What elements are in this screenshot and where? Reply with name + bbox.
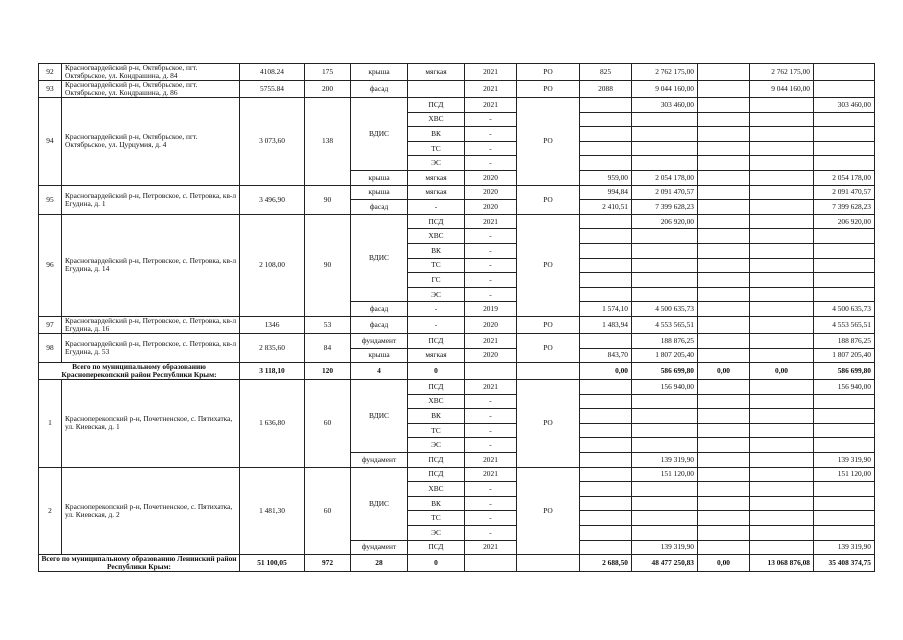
empty-cell xyxy=(408,81,465,98)
year: - xyxy=(465,141,517,156)
total-label: Всего по муниципальному образованию Ленинский район Республики Крым: xyxy=(39,555,240,572)
work-type: ВДИС xyxy=(351,98,408,171)
volume: 2088 xyxy=(580,81,632,98)
work-subtype: ТС xyxy=(408,141,465,156)
address: Красногвардейский р-н, Петровское, с. Петровка, кв-л Егудина, д. 1 xyxy=(62,185,240,214)
year: 2021 xyxy=(465,81,517,98)
method: РО xyxy=(517,380,580,468)
area: 3 073,60 xyxy=(240,98,305,186)
fund-amount: 139 319,90 xyxy=(814,540,875,555)
total-area: 51 100,05 xyxy=(240,555,305,572)
fund-amount: 206 920,00 xyxy=(814,214,875,229)
area: 1 481,30 xyxy=(240,467,305,555)
table-row xyxy=(39,64,875,81)
work-subtype: ПСД xyxy=(408,214,465,229)
fund-amount: 188 876,25 xyxy=(814,333,875,348)
row-number: 92 xyxy=(39,64,62,81)
fund-amount: 2 091 470,57 xyxy=(814,185,875,200)
residents: 175 xyxy=(305,64,351,81)
row-number: 96 xyxy=(39,214,62,316)
empty-cell xyxy=(814,64,875,81)
year: - xyxy=(465,258,517,273)
year: 2021 xyxy=(465,64,517,81)
cost: 2 091 470,57 xyxy=(632,185,698,200)
table-row xyxy=(39,185,875,200)
work-type: фасад xyxy=(351,316,408,333)
year: 2021 xyxy=(465,214,517,229)
work-subtype: ХВС xyxy=(408,482,465,497)
address: Красноперекопский р-н, Почетненское, с. Пятихатка, ул. Киевская, д. 2 xyxy=(62,467,240,555)
volume: 825 xyxy=(580,64,632,81)
work-subtype: ТС xyxy=(408,423,465,438)
total-residents: 972 xyxy=(305,555,351,572)
row-number: 94 xyxy=(39,98,62,186)
year: - xyxy=(465,496,517,511)
total-zero: 0 xyxy=(408,363,465,380)
total-row xyxy=(39,363,875,380)
work-subtype: ПСД xyxy=(408,467,465,482)
volume: 1 574,10 xyxy=(580,302,632,317)
total-z1: 0,00 xyxy=(698,363,750,380)
year: - xyxy=(465,423,517,438)
total-z1: 0,00 xyxy=(698,555,750,572)
table-row xyxy=(39,380,875,395)
fund-amount: 4 553 565,51 xyxy=(814,316,875,333)
cost: 4 553 565,51 xyxy=(632,316,698,333)
work-subtype: мягкая xyxy=(408,170,465,185)
year: - xyxy=(465,409,517,424)
volume: 843,70 xyxy=(580,348,632,363)
method: РО xyxy=(517,214,580,316)
work-type: крыша xyxy=(351,170,408,185)
year: - xyxy=(465,156,517,171)
work-subtype: ВК xyxy=(408,409,465,424)
work-type: ВДИС xyxy=(351,214,408,302)
volume: 1 483,94 xyxy=(580,316,632,333)
cost: 4 500 635,73 xyxy=(632,302,698,317)
capital-repair-table xyxy=(38,63,875,572)
method: РО xyxy=(517,185,580,214)
volume: 959,00 xyxy=(580,170,632,185)
work-subtype: мягкая xyxy=(408,64,465,81)
method: РО xyxy=(517,98,580,186)
address: Красногвардейский р-н, Октябрьское, пгт. Октябрьское, ул. Кондрашина, д. 84 xyxy=(62,64,240,81)
total-z2: 13 068 876,08 xyxy=(750,555,814,572)
total-fund: 35 408 374,75 xyxy=(814,555,875,572)
year: - xyxy=(465,511,517,526)
fund-amount: 1 807 205,40 xyxy=(814,348,875,363)
year: 2020 xyxy=(465,348,517,363)
fund-amount: 2 054 178,00 xyxy=(814,170,875,185)
method: РО xyxy=(517,64,580,81)
residents: 200 xyxy=(305,81,351,98)
row-number: 1 xyxy=(39,380,62,468)
fund-amount: 4 500 635,73 xyxy=(814,302,875,317)
total-area: 3 118,10 xyxy=(240,363,305,380)
work-type: фасад xyxy=(351,302,408,317)
year: - xyxy=(465,287,517,302)
cost: 139 319,90 xyxy=(632,453,698,468)
work-type: фундамент xyxy=(351,453,408,468)
table-row xyxy=(39,98,875,113)
year: - xyxy=(465,482,517,497)
program-table-page xyxy=(38,63,875,572)
year: 2021 xyxy=(465,98,517,113)
year: 2021 xyxy=(465,467,517,482)
work-type: фундамент xyxy=(351,333,408,348)
address: Красногвардейский р-н, Петровское, с. Петровка, кв-л Егудина, д. 16 xyxy=(62,316,240,333)
empty-cell xyxy=(814,81,875,98)
method: РО xyxy=(517,467,580,555)
year: - xyxy=(465,229,517,244)
work-subtype: мягкая xyxy=(408,348,465,363)
cost: 1 807 205,40 xyxy=(632,348,698,363)
work-subtype: ПСД xyxy=(408,540,465,555)
total-z2: 0,00 xyxy=(750,363,814,380)
residents: 90 xyxy=(305,185,351,214)
row-number: 95 xyxy=(39,185,62,214)
work-subtype: - xyxy=(408,302,465,317)
work-subtype: ТС xyxy=(408,511,465,526)
total-fund: 586 699,80 xyxy=(814,363,875,380)
residents: 60 xyxy=(305,467,351,555)
total-volume: 2 688,50 xyxy=(580,555,632,572)
year: 2021 xyxy=(465,453,517,468)
address: Красноперекопский р-н, Почетненское, с. Пятихатка, ул. Киевская, д. 1 xyxy=(62,380,240,468)
cost: 188 876,25 xyxy=(632,333,698,348)
work-type: крыша xyxy=(351,64,408,81)
fund-amount: 303 460,00 xyxy=(814,98,875,113)
work-subtype: ЭС xyxy=(408,438,465,453)
work-subtype: - xyxy=(408,316,465,333)
year: - xyxy=(465,438,517,453)
cost: 2 762 175,00 xyxy=(632,64,698,81)
cost: 151 120,00 xyxy=(632,467,698,482)
volume: 994,84 xyxy=(580,185,632,200)
total-count: 28 xyxy=(351,555,408,572)
work-subtype: ПСД xyxy=(408,380,465,395)
cost: 139 319,90 xyxy=(632,540,698,555)
cost: 303 460,00 xyxy=(632,98,698,113)
work-subtype: ХВС xyxy=(408,229,465,244)
cost: 9 044 160,00 xyxy=(632,81,698,98)
volume: 2 410,51 xyxy=(580,200,632,215)
empty-cell xyxy=(698,64,750,81)
total-zero: 0 xyxy=(408,555,465,572)
residents: 53 xyxy=(305,316,351,333)
cost: 2 054 178,00 xyxy=(632,170,698,185)
year: 2020 xyxy=(465,185,517,200)
year: 2020 xyxy=(465,200,517,215)
cost: 156 940,00 xyxy=(632,380,698,395)
own-funds: 2 762 175,00 xyxy=(750,64,814,81)
fund-amount: 156 940,00 xyxy=(814,380,875,395)
total-row xyxy=(39,555,875,572)
year: 2020 xyxy=(465,170,517,185)
work-subtype: ПСД xyxy=(408,98,465,113)
address: Красногвардейский р-н, Октябрьское, пгт. Октябрьское, ул. Кондрашина, д. 86 xyxy=(62,81,240,98)
table-row xyxy=(39,214,875,229)
work-subtype: ХВС xyxy=(408,112,465,127)
row-number: 2 xyxy=(39,467,62,555)
table-row xyxy=(39,467,875,482)
method: РО xyxy=(517,316,580,333)
total-cost: 586 699,80 xyxy=(632,363,698,380)
work-type: крыша xyxy=(351,185,408,200)
residents: 90 xyxy=(305,214,351,316)
row-number: 97 xyxy=(39,316,62,333)
area: 2 835,60 xyxy=(240,333,305,362)
total-volume: 0,00 xyxy=(580,363,632,380)
year: 2021 xyxy=(465,540,517,555)
work-type: ВДИС xyxy=(351,380,408,453)
work-subtype: мягкая xyxy=(408,185,465,200)
cost: 7 399 628,23 xyxy=(632,200,698,215)
year: 2021 xyxy=(465,333,517,348)
fund-amount: 7 399 628,23 xyxy=(814,200,875,215)
table-row xyxy=(39,316,875,333)
total-count: 4 xyxy=(351,363,408,380)
area: 2 108,00 xyxy=(240,214,305,316)
table-row xyxy=(39,81,875,98)
year: - xyxy=(465,526,517,541)
table-row xyxy=(39,333,875,348)
residents: 84 xyxy=(305,333,351,362)
area: 1 636,80 xyxy=(240,380,305,468)
address: Красногвардейский р-н, Петровское, с. Петровка, кв-л Егудина, д. 14 xyxy=(62,214,240,316)
year: 2021 xyxy=(465,380,517,395)
empty-cell xyxy=(698,98,750,113)
year: - xyxy=(465,127,517,142)
fund-amount: 151 120,00 xyxy=(814,467,875,482)
total-label: Всего по муниципальному образованию Красноперекопский район Республики Крым: xyxy=(39,363,240,380)
residents: 60 xyxy=(305,380,351,468)
work-type: крыша xyxy=(351,348,408,363)
row-number: 98 xyxy=(39,333,62,362)
work-subtype: ЭС xyxy=(408,526,465,541)
residents: 138 xyxy=(305,98,351,186)
work-subtype: ПСД xyxy=(408,333,465,348)
area: 4108.24 xyxy=(240,64,305,81)
work-type: фасад xyxy=(351,81,408,98)
empty-cell xyxy=(580,98,632,113)
year: 2019 xyxy=(465,302,517,317)
work-subtype: ВК xyxy=(408,496,465,511)
method: РО xyxy=(517,81,580,98)
work-subtype: ПСД xyxy=(408,453,465,468)
empty-cell xyxy=(698,81,750,98)
work-subtype: ВК xyxy=(408,243,465,258)
work-subtype: ЭС xyxy=(408,156,465,171)
work-subtype: ГС xyxy=(408,273,465,288)
work-type: фундамент xyxy=(351,540,408,555)
year: - xyxy=(465,273,517,288)
year: - xyxy=(465,394,517,409)
address: Красногвардейский р-н, Октябрьское, пгт. Октябрьское, ул. Цурцумия, д. 4 xyxy=(62,98,240,186)
own-funds: 9 044 160,00 xyxy=(750,81,814,98)
address: Красногвардейский р-н, Петровское, с. Петровка, кв-л Егудина, д. 53 xyxy=(62,333,240,362)
cost: 206 920,00 xyxy=(632,214,698,229)
total-residents: 120 xyxy=(305,363,351,380)
year: - xyxy=(465,243,517,258)
row-number: 93 xyxy=(39,81,62,98)
area: 1346 xyxy=(240,316,305,333)
method: РО xyxy=(517,333,580,362)
year: - xyxy=(465,112,517,127)
empty-cell xyxy=(750,98,814,113)
work-subtype: ВК xyxy=(408,127,465,142)
year: 2020 xyxy=(465,316,517,333)
work-type: фасад xyxy=(351,200,408,215)
total-cost: 48 477 250,83 xyxy=(632,555,698,572)
fund-amount: 139 319,90 xyxy=(814,453,875,468)
work-type: ВДИС xyxy=(351,467,408,540)
work-subtype: ЭС xyxy=(408,287,465,302)
work-subtype: ХВС xyxy=(408,394,465,409)
work-subtype: ТС xyxy=(408,258,465,273)
work-subtype: - xyxy=(408,200,465,215)
area: 5755.84 xyxy=(240,81,305,98)
area: 3 496,90 xyxy=(240,185,305,214)
